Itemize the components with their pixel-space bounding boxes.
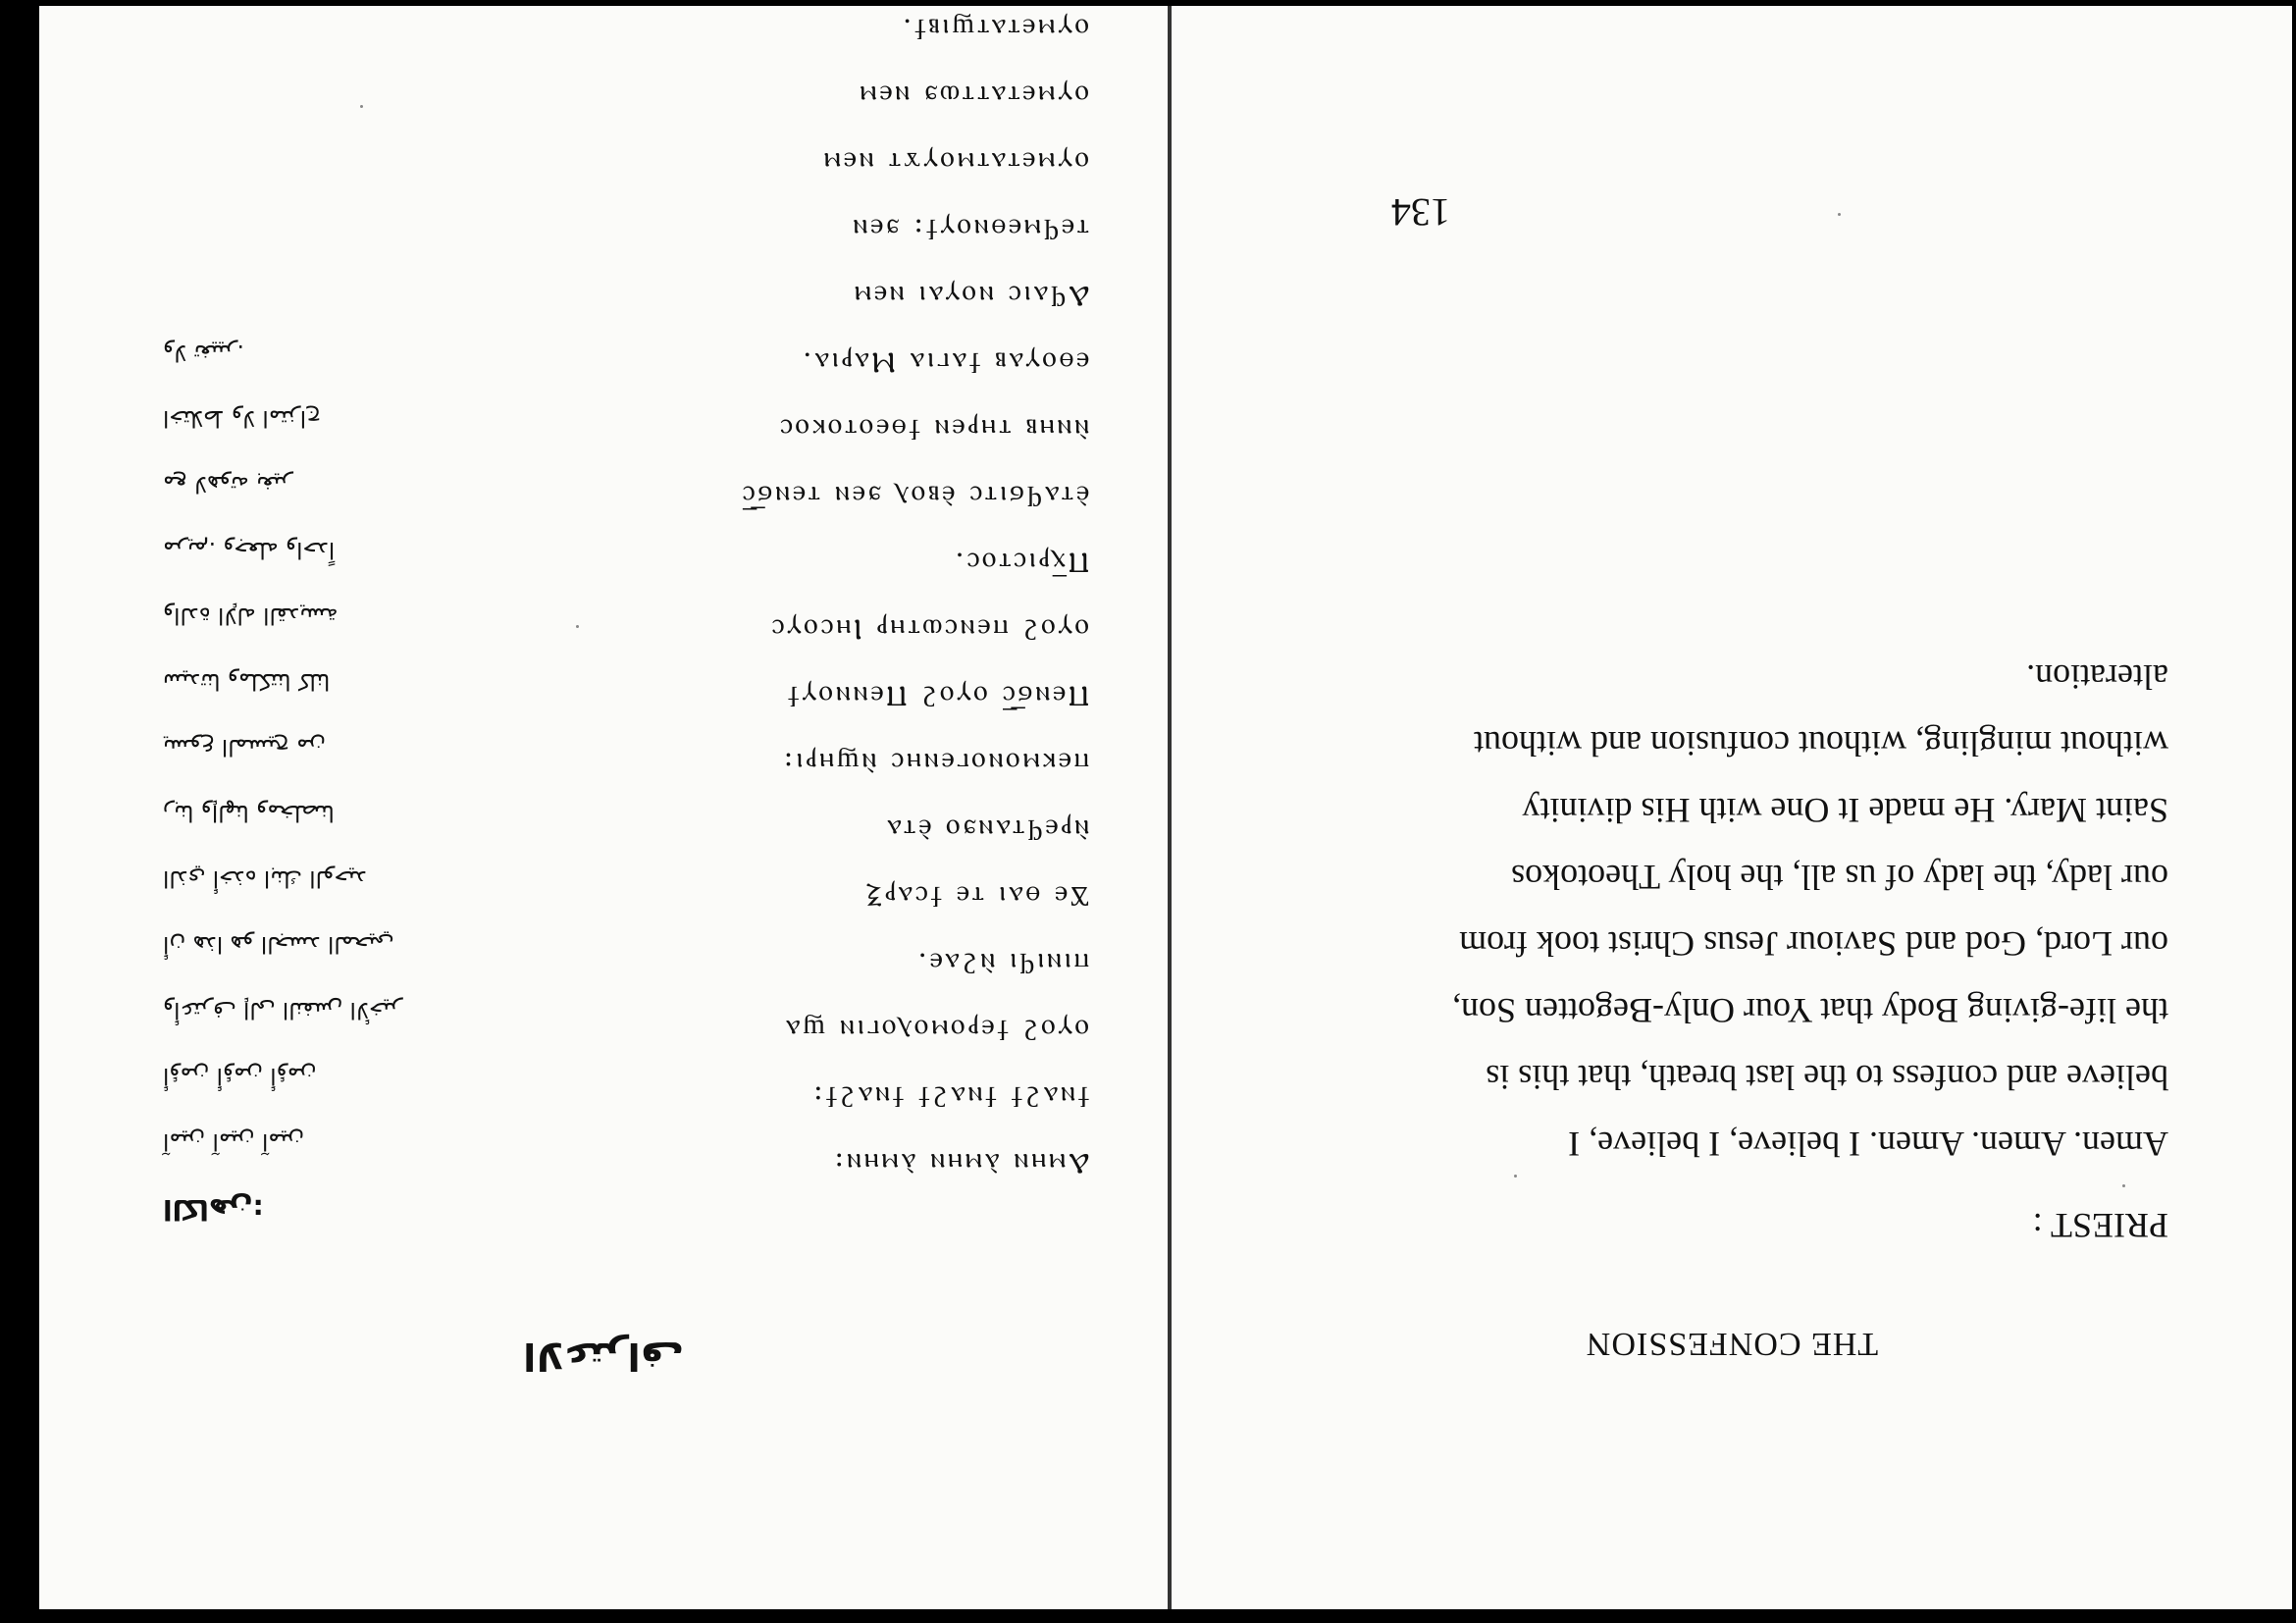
paper-speck: [1514, 1175, 1517, 1178]
coptic-line: Ϫⲉ ⲑⲁⲓ ⲧⲉ ϯⲥⲁⲣⲜ: [863, 880, 1089, 914]
coptic-line: ϯⲛⲁϩϯ ϯⲛⲁϩϯ ϯⲛⲁϩϯ:: [809, 1080, 1089, 1114]
arabic-line: أن هذا هو الجسد المحيي: [163, 931, 394, 957]
coptic-line: Ⲡⲭ̅ⲣⲓⲥⲧⲟⲥ.: [952, 547, 1089, 580]
arabic-line: ولا تغيير.: [163, 340, 244, 365]
coptic-line: ⲉ̀ⲧⲁϥϭⲓⲧⲥ ⲉ̀ⲃⲟⲗ ϧⲉⲛ ⲧⲉⲛϭ̅ⲥ̅: [739, 480, 1089, 513]
text-line: our Lord, God and Saviour Jesus Christ took from: [1459, 924, 2168, 964]
coptic-line: ⲡⲉⲕⲙⲟⲛⲟⲅⲉⲛⲏⲥ ⲛ̀ϣⲏⲣⲓ:: [780, 747, 1089, 780]
arabic-line: مريم. وجعله واحداً: [163, 537, 336, 562]
coptic-arabic-page: [39, 6, 1168, 1609]
arabic-text: [163, 319, 496, 1244]
coptic-line: Ⲁⲙⲏⲛ ⲁ̀ⲙⲏⲛ ⲁ̀ⲙⲏⲛ:: [831, 1147, 1089, 1180]
arabic-heading: الاعتراف: [523, 1335, 684, 1378]
arabic-line: آمين آمين آمين: [163, 1128, 305, 1154]
paper-speck: [360, 105, 363, 108]
english-text: [1266, 644, 2168, 1178]
speaker-label: PRIEST :: [2032, 1206, 2168, 1245]
arabic-line: أؤمن أؤمن أؤمن: [163, 1063, 317, 1088]
coptic-line: ⲟⲩⲟϩ ⲡⲉⲛⲥⲱⲧⲏⲣ Ⲓⲏⲥⲟⲩⲥ: [768, 613, 1089, 647]
paper-speck: [2122, 1184, 2125, 1187]
text-line: alteration.: [2026, 657, 2168, 697]
coptic-line: ⲟⲩⲙⲉⲧⲁⲧϣⲓⲃϯ.: [900, 13, 1089, 46]
coptic-line: ⲧⲉϥⲙⲉⲑⲛⲟⲩϯ: ϧⲉⲛ: [850, 213, 1089, 246]
arabic-speaker-label: الكاهن:: [163, 1193, 264, 1226]
arabic-line: يسوع المسيح من: [163, 734, 326, 759]
coptic-line: ⲛ̀ⲣⲉϥⲧⲁⲛϧⲟ ⲉ̀ⲧⲁ: [884, 813, 1089, 847]
arabic-line: اختلاط ولا امتزاج: [163, 405, 321, 431]
arabic-line: الذي أخذه ابنك الوحيد: [163, 865, 367, 891]
coptic-line: ⲉⲑⲟⲩⲁⲃ ϯⲁⲅⲓⲁ Ⲙⲁⲣⲓⲁ.: [800, 346, 1089, 380]
text-line: our lady, the lady of us all, the holy Theotokos: [1511, 858, 2168, 897]
coptic-line: ⲟⲩⲟϩ ϯⲉⲣⲟⲙⲟⲗⲟⲅⲓⲛ ϣⲁ: [782, 1014, 1089, 1047]
paper-speck: [576, 625, 579, 628]
coptic-line: ⲟⲩⲙⲉⲧⲁⲧⲧⲱϧ ⲛⲉⲙ: [857, 79, 1089, 113]
text-line: without mingling, without confusion and without: [1474, 724, 2168, 763]
text-line: Saint Mary. He made It One with His divinity: [1522, 791, 2168, 830]
coptic-line: ⲛ̀ⲛⲏⲃ ⲧⲏⲣⲉⲛ ϯⲑⲉⲟⲧⲟⲕⲟⲥ: [777, 413, 1089, 446]
text-line: believe and confess to the last breath, that this is: [1486, 1058, 2168, 1097]
paper-speck: [1838, 213, 1841, 216]
arabic-line: ربنا وإلهنا ومخلصنا: [163, 800, 335, 825]
coptic-text: [540, 0, 1089, 1197]
coptic-line: Ⲁϥⲁⲓⲥ ⲛⲟⲩⲁⲓ ⲛⲉⲙ: [851, 280, 1089, 313]
page-number: 134: [1391, 190, 1450, 235]
coptic-line: ⲟⲩⲙⲉⲧⲁⲧⲙⲟⲩϫⲧ ⲛⲉⲙ: [820, 146, 1089, 180]
arabic-line: سيدتنا وملكتنا كلنا: [163, 668, 331, 694]
arabic-line: مع لاهوته بغير: [163, 471, 293, 497]
english-page: [1172, 6, 2292, 1609]
text-line: Amen. Amen. Amen. I believe, I believe, I: [1568, 1125, 2168, 1164]
coptic-line: Ⲡⲉⲛϭ̅ⲥ̅ ⲟⲩⲟϩ Ⲡⲉⲛⲛⲟⲩϯ: [785, 680, 1089, 713]
arabic-line: والدة الإله القديسة: [163, 602, 339, 628]
coptic-line: ⲡⲓⲛⲓϥⲓ ⲛ̀ϩⲁⲉ.: [914, 947, 1089, 980]
page-title: THE CONFESSION: [1585, 1326, 1879, 1362]
arabic-line: وأعترف إلى النفس الأخير: [163, 997, 402, 1022]
text-line: the life-giving Body that Your Only-Begotten Son,: [1452, 991, 2168, 1030]
